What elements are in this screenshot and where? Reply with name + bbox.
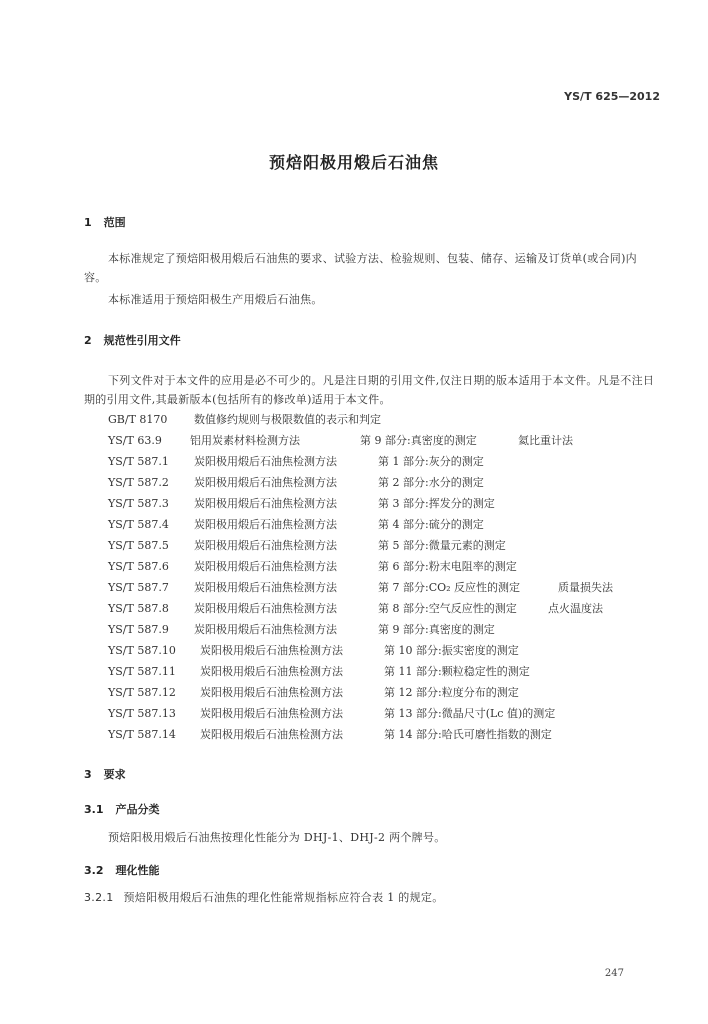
section-2-intro: 下列文件对于本文件的应用是必不可少的。凡是注日期的引用文件,仅注日期的版本适用于本文件。凡是不注日期的引用文件,其最新版本(包括所有的修改单)适用于本文件。: [84, 374, 655, 406]
reference-title: 炭阳极用煅后石油焦检测方法: [194, 602, 337, 615]
reference-part: 第 9 部分:真密度的测定: [378, 623, 495, 636]
reference-part: 第 9 部分:真密度的测定: [360, 434, 477, 447]
reference-title: 炭阳极用煅后石油焦检测方法: [194, 623, 337, 636]
reference-part: 第 1 部分:灰分的测定: [378, 455, 484, 468]
reference-part: 第 7 部分:CO₂ 反应性的测定: [378, 581, 521, 594]
reference-part: 第 11 部分:颗粒稳定性的测定: [384, 665, 530, 678]
reference-code: YS/T 587.3: [108, 497, 169, 510]
reference-method: 点火温度法: [548, 602, 603, 615]
clause-number: 3.2.1: [84, 891, 114, 904]
reference-title: 炭阳极用煅后石油焦检测方法: [194, 455, 337, 468]
reference-part: 第 6 部分:粉末电阻率的测定: [378, 560, 517, 573]
section-number: 2: [84, 334, 92, 347]
reference-item: [108, 726, 668, 744]
reference-code: GB/T 8170: [108, 413, 168, 426]
reference-title: 炭阳极用煅后石油焦检测方法: [200, 728, 343, 741]
reference-code: YS/T 587.4: [108, 518, 169, 531]
section-number: 3: [84, 768, 92, 781]
reference-title: 铝用炭素材料检测方法: [190, 434, 300, 447]
subsection-title: 产品分类: [115, 803, 160, 816]
clause-text: 预焙阳极用煅后石油焦的理化性能常规指标应符合表 1 的规定。: [123, 891, 444, 904]
reference-title: 炭阳极用煅后石油焦检测方法: [194, 518, 337, 531]
reference-part: 第 4 部分:硫分的测定: [378, 518, 484, 531]
document-title: 预焙阳极用煅后石油焦: [268, 153, 439, 172]
reference-item: [108, 453, 668, 471]
section-1-paragraph-2: 本标准适用于预焙阳极生产用煅后石油焦。: [108, 293, 323, 306]
reference-code: YS/T 587.10: [108, 644, 176, 657]
subsection-number: 3.2: [84, 864, 104, 877]
subsection-number: 3.1: [84, 803, 104, 816]
reference-part: 第 2 部分:水分的测定: [378, 476, 484, 489]
reference-title: 炭阳极用煅后石油焦检测方法: [200, 707, 343, 720]
reference-title: 炭阳极用煅后石油焦检测方法: [200, 665, 343, 678]
reference-item: [108, 663, 668, 681]
reference-item: [108, 600, 668, 618]
reference-item: [108, 474, 668, 492]
reference-code: YS/T 63.9: [108, 434, 162, 447]
reference-code: YS/T 587.7: [108, 581, 169, 594]
reference-method: 质量损失法: [558, 581, 613, 594]
reference-title: 炭阳极用煅后石油焦检测方法: [194, 539, 337, 552]
reference-part: 第 5 部分:微量元素的测定: [378, 539, 506, 552]
reference-item: [108, 684, 668, 702]
section-title: 规范性引用文件: [103, 334, 181, 347]
reference-item: [108, 432, 668, 450]
subsection-3-2-heading: [84, 862, 160, 878]
reference-item: [108, 558, 668, 576]
reference-part: 第 14 部分:哈氏可磨性指数的测定: [384, 728, 552, 741]
reference-part: 第 10 部分:振实密度的测定: [384, 644, 519, 657]
reference-title: 炭阳极用煅后石油焦检测方法: [200, 644, 343, 657]
section-number: 1: [84, 216, 92, 229]
section-2-heading: [84, 332, 181, 348]
reference-item: [108, 537, 668, 555]
reference-item: [108, 516, 668, 534]
reference-code: YS/T 587.13: [108, 707, 176, 720]
subsection-title: 理化性能: [115, 864, 160, 877]
reference-item: [108, 579, 668, 597]
reference-item: [108, 621, 668, 639]
reference-code: YS/T 587.8: [108, 602, 169, 615]
reference-item: [108, 642, 668, 660]
reference-title: 数值修约规则与极限数值的表示和判定: [194, 413, 381, 426]
reference-part: 第 12 部分:粒度分布的测定: [384, 686, 519, 699]
reference-part: 第 13 部分:微晶尺寸(Lc 值)的测定: [384, 707, 556, 720]
reference-title: 炭阳极用煅后石油焦检测方法: [194, 497, 337, 510]
section-1-heading: [84, 214, 126, 230]
reference-method: 氦比重计法: [518, 434, 573, 447]
reference-code: YS/T 587.5: [108, 539, 169, 552]
reference-code: YS/T 587.1: [108, 455, 169, 468]
subsection-3-2-1-text: [84, 888, 658, 907]
page-number: 247: [604, 968, 624, 979]
reference-title: 炭阳极用煅后石油焦检测方法: [194, 560, 337, 573]
reference-title: 炭阳极用煅后石油焦检测方法: [194, 581, 337, 594]
reference-title: 炭阳极用煅后石油焦检测方法: [194, 476, 337, 489]
reference-item: [108, 411, 668, 429]
subsection-3-1-heading: [84, 801, 160, 817]
section-1-paragraph-1: 本标准规定了预焙阳极用煅后石油焦的要求、试验方法、检验规则、包装、储存、运输及订货单(或合同)内容。: [84, 252, 637, 284]
reference-title: 炭阳极用煅后石油焦检测方法: [200, 686, 343, 699]
section-title: 范围: [103, 216, 126, 229]
reference-part: 第 3 部分:挥发分的测定: [378, 497, 495, 510]
reference-code: YS/T 587.14: [108, 728, 176, 741]
standard-code: YS/T 625—2012: [564, 90, 660, 103]
reference-code: YS/T 587.9: [108, 623, 169, 636]
reference-code: YS/T 587.6: [108, 560, 169, 573]
reference-code: YS/T 587.11: [108, 665, 176, 678]
subsection-3-1-text: 预焙阳极用煅后石油焦按理化性能分为 DHJ-1、DHJ-2 两个牌号。: [108, 831, 446, 844]
section-title: 要求: [103, 768, 126, 781]
reference-code: YS/T 587.2: [108, 476, 169, 489]
reference-code: YS/T 587.12: [108, 686, 176, 699]
reference-item: [108, 495, 668, 513]
reference-part: 第 8 部分:空气反应性的测定: [378, 602, 517, 615]
reference-item: [108, 705, 668, 723]
section-3-heading: [84, 766, 126, 782]
